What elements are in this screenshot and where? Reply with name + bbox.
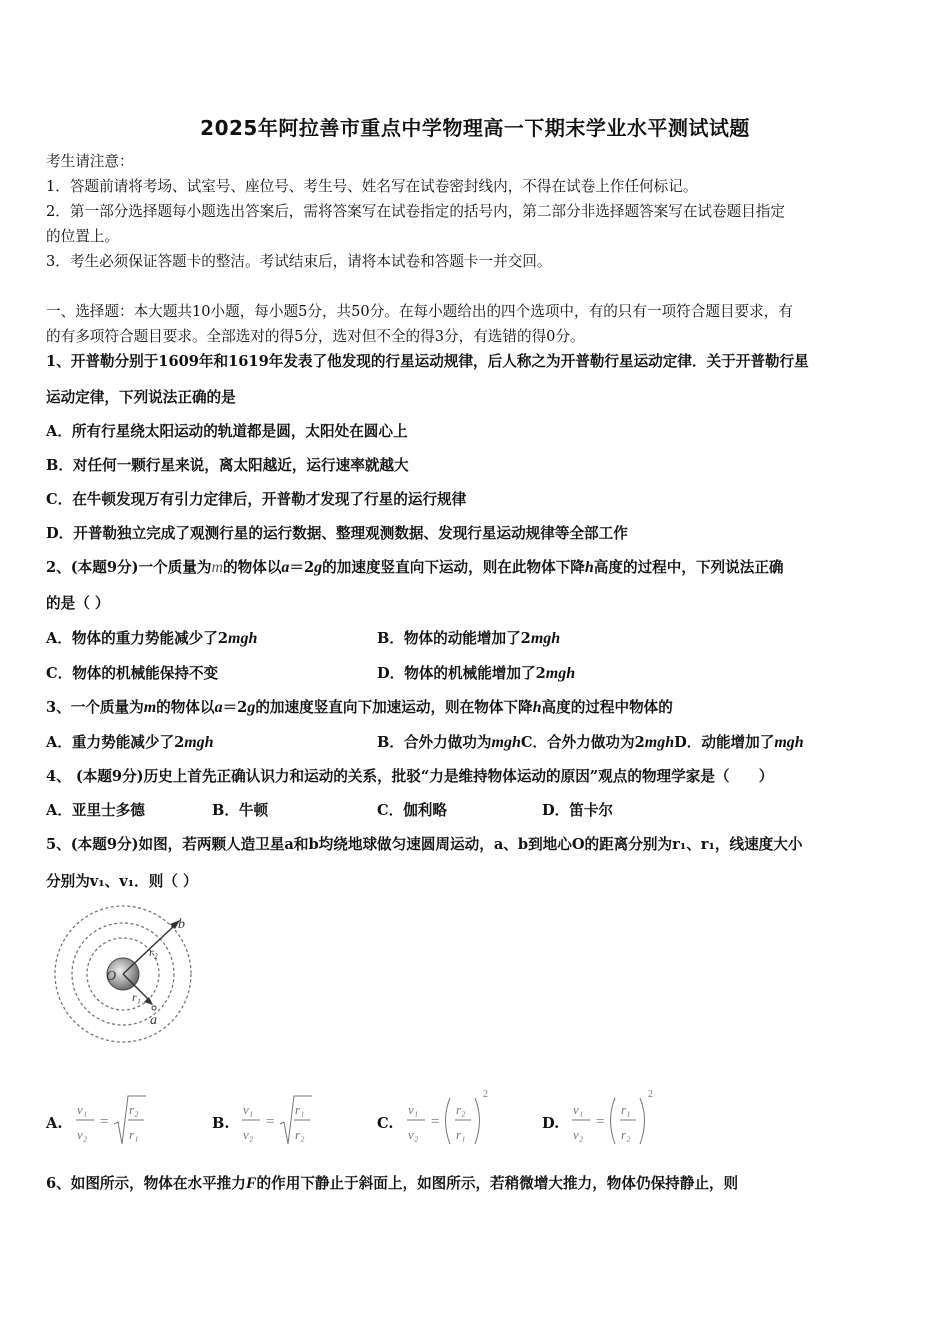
q5-option-c-label: C. bbox=[377, 1115, 394, 1132]
q2-option-b-text: B．物体的动能增加了2 bbox=[377, 630, 531, 647]
satellite-a bbox=[152, 1006, 156, 1010]
q5-option-a-formula bbox=[72, 1090, 162, 1150]
b-den: v₂ bbox=[243, 1127, 254, 1142]
label-b: b bbox=[178, 917, 185, 932]
q6-text-1: 6、如图所示，物体在水平推力 bbox=[46, 1175, 246, 1192]
notice-item-2: 2．第一部分选择题每小题选出答案后，需将答案写在试卷指定的括号内，第二部分非选择题答案写在试卷题目指定 bbox=[46, 203, 785, 220]
a-eq: = bbox=[100, 1114, 109, 1130]
page-title: 2025年阿拉善市重点中学物理高一下期末学业水平测试试题 bbox=[200, 116, 750, 140]
q6-text-2: 的作用下静止于斜面上，如图所示，若稍微增大推力，物体仍保持静止，则 bbox=[256, 1175, 739, 1192]
q2-option-b bbox=[377, 629, 560, 649]
notice-item-1: 1．答题前请将考场、试室号、座位号、考生号、姓名写在试卷密封线内，不得在试卷上作任何标记。 bbox=[46, 178, 698, 195]
q3-option-b-expr: mgh bbox=[491, 734, 521, 751]
notice-item-3: 3．考生必须保证答题卡的整洁。考试结束后，请将本试卷和答题卡一并交回。 bbox=[46, 253, 552, 270]
b-num: v₁ bbox=[243, 1102, 254, 1117]
q2-option-a-text: A．物体的重力势能减少了2 bbox=[46, 630, 229, 647]
q3-option-a-text: A．重力势能减少了2 bbox=[46, 734, 185, 751]
q3-option-b-text: B．合外力做功为 bbox=[377, 734, 492, 751]
q2-option-d-expr: mgh bbox=[545, 665, 576, 682]
d-eq: = bbox=[596, 1114, 605, 1130]
label-r2: r₂ bbox=[149, 945, 158, 959]
q1-stem-line2: 运动定律，下列说法正确的是 bbox=[46, 389, 236, 406]
q2-text-4: 的加速度竖直向下运动，则在此物体下降 bbox=[322, 559, 585, 576]
c-den: v₂ bbox=[408, 1127, 419, 1142]
q4-stem: 4、 (本题9分)历史上首先正确认识力和运动的关系，批驳“力是维持物体运动的原因”观点的物理学家是（ ） bbox=[46, 768, 774, 785]
q3-text-3: ＝2 bbox=[222, 699, 248, 716]
c-power: 2 bbox=[483, 1089, 488, 1100]
q1-stem-line1: 1、开普勒分别于1609年和1619年发表了他发现的行星运动规律，后人称之为开普勒行星运动定律．关于开普勒行星 bbox=[46, 353, 809, 370]
q3-var-h: h bbox=[532, 699, 542, 716]
q2-var-h: h bbox=[584, 559, 594, 576]
q5-option-b-label: B. bbox=[212, 1115, 230, 1132]
q5-stem-line2: 分别为v₁、v₁．则（ ） bbox=[46, 873, 198, 890]
q3-var-m: m bbox=[143, 699, 157, 716]
section-intro-line2: 的有多项符合题目要求。全部选对的得5分，选对但不全的得3分，有选错的得0分。 bbox=[46, 328, 585, 345]
notice-item-2-cont: 的位置上。 bbox=[46, 228, 119, 245]
q4-option-d: D．笛卡尔 bbox=[542, 802, 614, 819]
q5-option-b-formula bbox=[238, 1090, 328, 1150]
label-o: O bbox=[106, 969, 117, 984]
q2-stem-line1 bbox=[46, 558, 784, 578]
label-a: a bbox=[150, 1013, 157, 1028]
q2-text-2: 的物体以 bbox=[223, 559, 282, 576]
q2-option-b-expr: mgh bbox=[530, 630, 561, 647]
q1-option-c: C．在牛顿发现万有引力定律后，开普勒才发现了行星的运行规律 bbox=[46, 491, 467, 508]
q2-option-a-expr: mgh bbox=[228, 630, 258, 647]
q5-option-d-label: D. bbox=[542, 1115, 560, 1132]
q3-option-c-expr: mgh bbox=[644, 734, 675, 751]
q6-var-f: F bbox=[245, 1175, 257, 1192]
q3-text-1: 3、一个质量为 bbox=[46, 699, 144, 716]
notice-heading: 考生请注意： bbox=[46, 153, 134, 170]
d-den: v₂ bbox=[573, 1127, 584, 1142]
q5-option-c-formula bbox=[403, 1084, 503, 1150]
c-in-den: r₁ bbox=[456, 1127, 466, 1142]
q2-var-a: a bbox=[281, 559, 290, 576]
a-den: v₂ bbox=[77, 1127, 88, 1142]
d-power: 2 bbox=[648, 1089, 653, 1100]
q2-stem-line2: 的是（ ） bbox=[46, 595, 110, 612]
d-in-den: r₂ bbox=[621, 1127, 631, 1142]
q5-option-d-formula bbox=[568, 1084, 668, 1150]
q3-var-a: a bbox=[214, 699, 223, 716]
label-r1: r₁ bbox=[132, 990, 141, 1004]
q2-text-5: 高度的过程中，下列说法正确 bbox=[593, 559, 784, 576]
orbit-diagram bbox=[50, 902, 200, 1052]
d-num: v₁ bbox=[573, 1102, 584, 1117]
q3-option-d-expr: mgh bbox=[774, 734, 804, 751]
q3-option-a bbox=[46, 733, 214, 753]
q3-text-4: 的加速度竖直向下加速运动，则在物体下降 bbox=[255, 699, 533, 716]
q3-var-g: g bbox=[247, 699, 256, 716]
b-eq: = bbox=[266, 1114, 275, 1130]
q2-text-3: ＝2 bbox=[289, 559, 315, 576]
q1-option-b: B．对任何一颗行星来说，离太阳越近，运行速率就越大 bbox=[46, 457, 409, 474]
a-rad-num: r₂ bbox=[129, 1102, 139, 1117]
arrow-a-icon bbox=[144, 997, 153, 1005]
q3-option-d-text: D．动能增加了 bbox=[674, 734, 775, 751]
section-intro-line1: 一、选择题：本大题共10小题，每小题5分，共50分。在每小题给出的四个选项中，有的只有一项符合题目要求，有 bbox=[46, 303, 793, 320]
q3-text-5: 高度的过程中物体的 bbox=[541, 699, 673, 716]
c-in-num: r₂ bbox=[456, 1102, 466, 1117]
q2-option-c: C．物体的机械能保持不变 bbox=[46, 665, 219, 682]
q2-var-m: m bbox=[211, 559, 224, 576]
q2-text-1: 2、(本题9分)一个质量为 bbox=[46, 559, 212, 576]
q1-option-a: A．所有行星绕太阳运动的轨道都是圆，太阳处在圆心上 bbox=[46, 423, 408, 440]
q5-option-a-label: A. bbox=[46, 1115, 63, 1132]
q3-option-a-expr: mgh bbox=[184, 734, 214, 751]
q2-option-a bbox=[46, 629, 257, 649]
q6-stem bbox=[46, 1174, 738, 1194]
b-rad-num: r₁ bbox=[295, 1102, 305, 1117]
a-num: v₁ bbox=[77, 1102, 88, 1117]
b-rad-den: r₂ bbox=[295, 1127, 305, 1142]
q3-text-2: 的物体以 bbox=[156, 699, 215, 716]
q4-option-c: C．伽利略 bbox=[377, 802, 447, 819]
q1-option-d: D．开普勒独立完成了观测行星的运行数据、整理观测数据、发现行星运动规律等全部工作 bbox=[46, 525, 628, 542]
q3-option-c-text: C．合外力做功为2 bbox=[520, 734, 645, 751]
d-in-num: r₁ bbox=[621, 1102, 631, 1117]
q5-stem-line1: 5、(本题9分)如图，若两颗人造卫星a和b均绕地球做匀速圆周运动，a、b到地心O的距离分别为r₁、r₁，线速度大小 bbox=[46, 836, 803, 853]
a-rad-den: r₁ bbox=[129, 1127, 139, 1142]
q2-var-g: g bbox=[314, 559, 323, 576]
q3-stem bbox=[46, 698, 673, 718]
c-eq: = bbox=[431, 1114, 440, 1130]
q4-option-b: B．牛顿 bbox=[212, 802, 269, 819]
q3-options-bcd bbox=[377, 733, 804, 753]
q4-option-a: A．亚里士多德 bbox=[46, 802, 145, 819]
q2-option-d-text: D．物体的机械能增加了2 bbox=[377, 665, 546, 682]
q2-option-d bbox=[377, 664, 575, 684]
c-num: v₁ bbox=[408, 1102, 419, 1117]
